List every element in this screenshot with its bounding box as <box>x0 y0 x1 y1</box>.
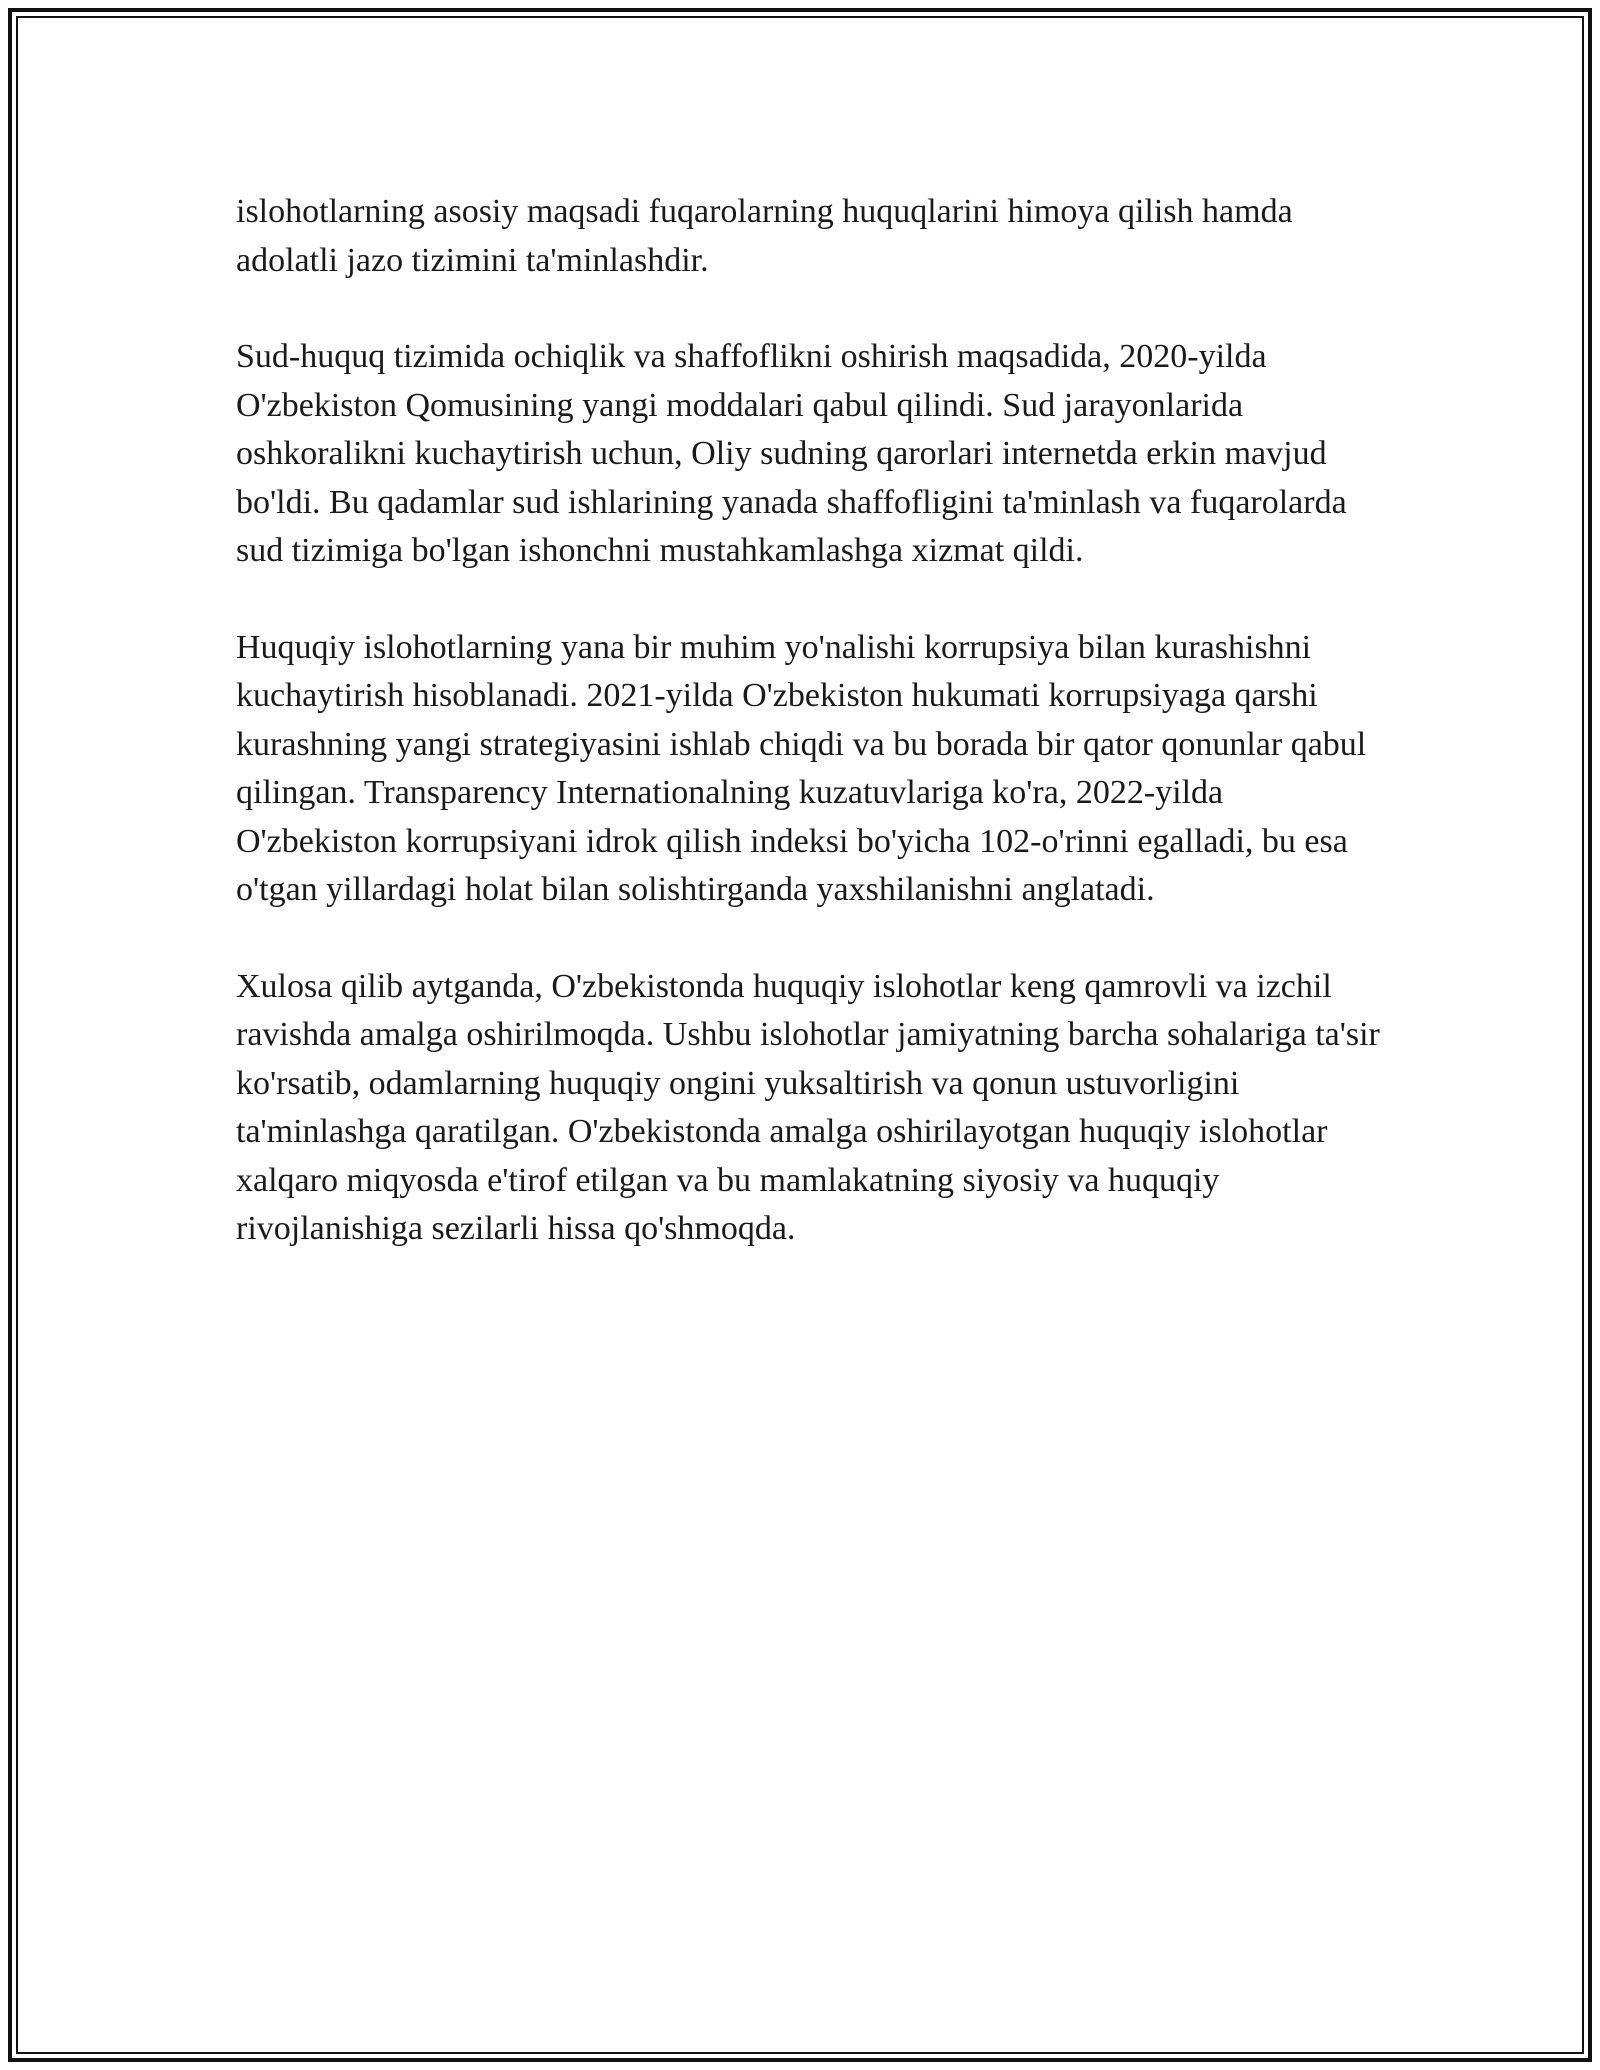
paragraph-2: Sud-huquq tizimida ochiqlik va shaffoflikni oshirish maqsadida, 2020-yilda O'zbekiston Qomusining yangi moddalari qabul qilindi. Sud jarayonlarida oshkoralikni kuchaytirish uchun, Oliy sudning qarorlari internetda erkin mavjud bo'ldi. Bu qadamlar sud ishlarining yanada shaffofligini ta'minlash va fuqarolarda sud tizimiga bo'lgan ishonchni mustahkamlashga xizmat qildi. <box>236 338 1347 569</box>
paragraph-3: Huquqiy islohotlarning yana bir muhim yo'nalishi korrupsiya bilan kurashishni kuchaytirish hisoblanadi. 2021-yilda O'zbekiston hukumati korrupsiyaga qarshi kurashning yangi strategiyasini ishlab chiqdi va bu borada bir qator qonunlar qabul qilingan. Transparency Internationalning kuzatuvlariga ko'ra, 2022-yilda O'zbekiston korrupsiyani idrok qilish indeksi bo'yicha 102-o'rinni egalladi, bu esa o'tgan yillardagi holat bilan solishtirganda yaxshilanishni anglatadi. <box>236 628 1367 908</box>
paragraph-1: islohotlarning asosiy maqsadi fuqarolarning huquqlarini himoya qilish hamda adolatli jazo tizimini ta'minlashdir. <box>236 193 1293 279</box>
paragraph-4: Xulosa qilib aytganda, O'zbekistonda huquqiy islohotlar keng qamrovli va izchil ravishda amalga oshirilmoqda. Ushbu islohotlar jamiyatning barcha sohalariga ta'sir ko'rsatib, odamlarning huquqiy ongini yuksaltirish va qonun ustuvorligini ta'minlashga qaratilgan. O'zbekistonda amalga oshirilayotgan huquqiy islohotlar xalqaro miqyosda e'tirof etilgan va bu mamlakatning siyosiy va huquqiy rivojlanishiga sezilarli hissa qo'shmoqda. <box>236 967 1380 1247</box>
document-body <box>236 188 1386 1302</box>
